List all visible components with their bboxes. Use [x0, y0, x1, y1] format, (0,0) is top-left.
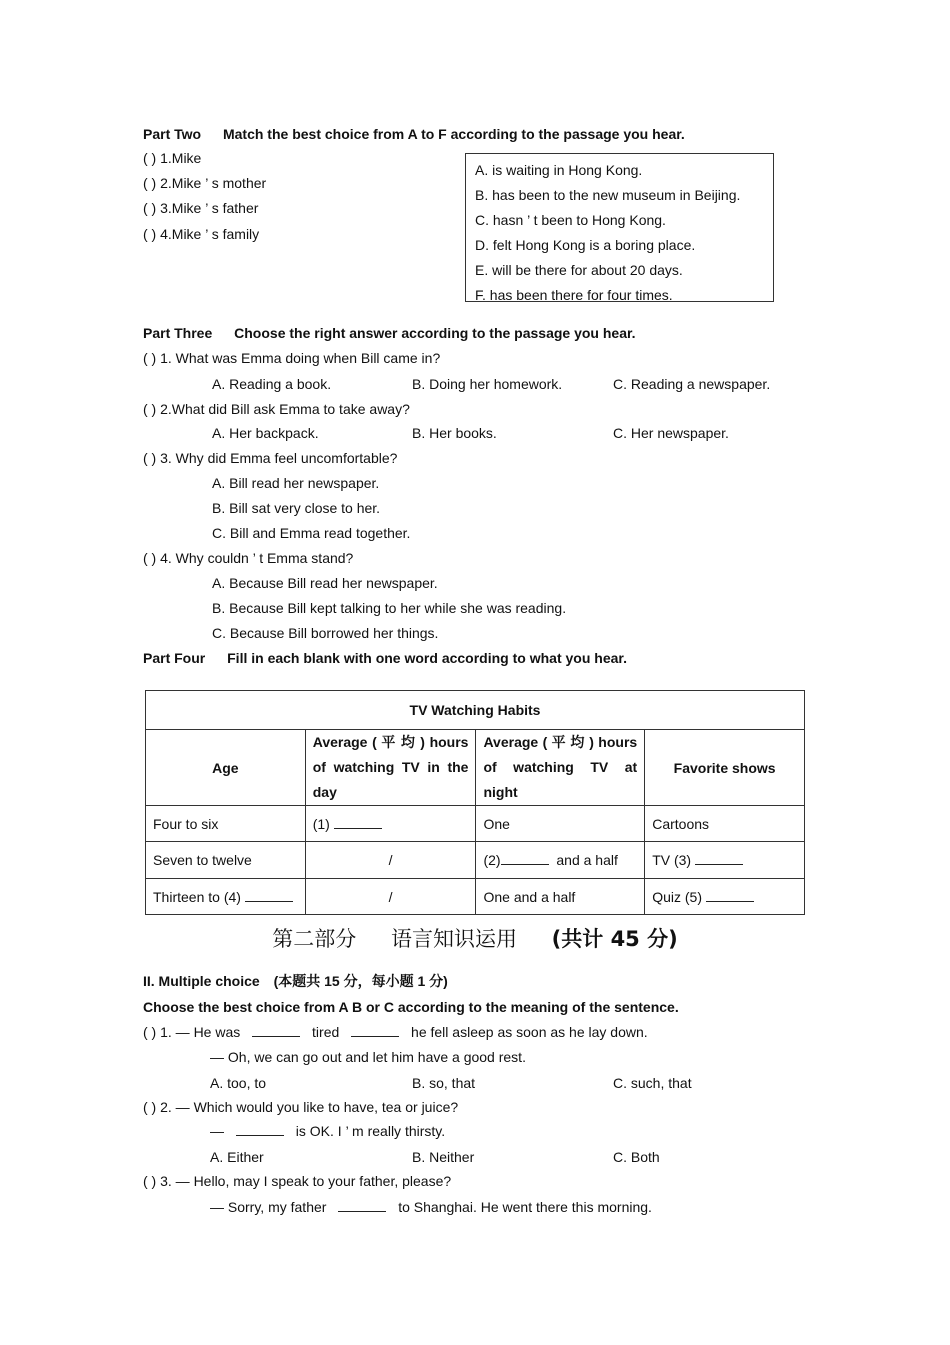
choice-c: C. hasn ’ t been to Hong Kong. — [475, 212, 666, 228]
table-row — [146, 842, 805, 879]
question-text: 3. Why did Emma feel uncomfortable? — [160, 450, 398, 466]
question-line-2: — Oh, we can go out and let him have a good rest. — [210, 1049, 526, 1065]
cell-shows — [645, 879, 805, 915]
question-line-2 — [210, 1198, 652, 1216]
section-two-title — [0, 925, 950, 953]
blank-2[interactable] — [501, 852, 549, 865]
blank-label-3: TV (3) — [652, 852, 692, 868]
question-text: 2.What did Bill ask Emma to take away? — [160, 401, 410, 417]
answer-paren[interactable]: ( ) — [143, 350, 157, 366]
question-2 — [143, 400, 410, 418]
option-c: C. Both — [613, 1149, 660, 1165]
cell-shows: Cartoons — [645, 806, 805, 842]
match-item-text: 3.Mike ’ s father — [160, 200, 259, 216]
blank-label-4: Thirteen to (4) — [153, 888, 241, 905]
blank-label-1: (1) — [312, 815, 330, 832]
option-a: A. Because Bill read her newspaper. — [212, 575, 438, 591]
question-text: — — [210, 1123, 224, 1139]
tv-habits-table — [145, 690, 805, 915]
header-age: Age — [146, 730, 306, 806]
question-3 — [143, 449, 397, 467]
blank-3[interactable] — [695, 852, 743, 865]
part-three-heading — [143, 324, 636, 342]
cell-night: One and a half — [476, 879, 645, 915]
match-choices-box — [465, 153, 774, 302]
part-two-label: Part Two — [143, 126, 202, 142]
mc-question-3 — [143, 1172, 451, 1190]
blank-4[interactable] — [245, 889, 293, 902]
question-text: 3. — Hello, may I speak to your father, please? — [160, 1173, 452, 1189]
mc-question-1 — [143, 1023, 648, 1041]
cell-day — [305, 806, 476, 842]
blank[interactable] — [338, 1199, 386, 1212]
question-line-2 — [210, 1122, 445, 1140]
question-4 — [143, 549, 353, 567]
match-item-text: 1.Mike — [160, 150, 202, 166]
question-text: is OK. I ’ m really thirsty. — [295, 1123, 446, 1139]
match-item-2 — [143, 174, 266, 192]
part-four-heading — [143, 649, 627, 667]
question-text: tired — [312, 1024, 340, 1040]
option-b: B. Neither — [412, 1149, 475, 1165]
answer-paren[interactable]: ( ) — [143, 175, 157, 191]
match-item-4 — [143, 225, 259, 243]
question-text: he fell asleep as soon as he lay down. — [411, 1024, 648, 1040]
part-two-instruction: Match the best choice from A to F according to the passage you hear. — [222, 126, 685, 142]
question-text: 4. Why couldn ’ t Emma stand? — [160, 550, 354, 566]
cell-night: One — [476, 806, 645, 842]
option-c: C. Bill and Emma read together. — [212, 525, 411, 541]
question-text: 1. What was Emma doing when Bill came in? — [160, 350, 441, 366]
choice-e: E. will be there for about 20 days. — [475, 262, 683, 278]
match-item-text: 2.Mike ’ s mother — [160, 175, 267, 191]
choice-b: B. has been to the new museum in Beijing. — [475, 187, 741, 203]
mc-question-2 — [143, 1098, 458, 1116]
option-a: A. too, to — [210, 1075, 267, 1091]
match-item-3 — [143, 199, 258, 217]
header-day-hours: Average ( 平 均 ) hours of watching TV in the day — [305, 730, 476, 806]
option-a: A. Her backpack. — [212, 425, 319, 441]
part-four-instruction: Fill in each blank with one word according to what you hear. — [227, 650, 627, 666]
option-b: B. so, that — [412, 1075, 476, 1091]
option-a: A. Either — [210, 1149, 264, 1165]
cell-shows — [645, 842, 805, 879]
answer-paren[interactable]: ( ) — [143, 226, 157, 242]
mc-heading-text: II. Multiple choice — [143, 973, 260, 989]
header-night-hours: Average ( 平 均 ) hours of watching TV at night — [476, 730, 645, 806]
answer-paren[interactable]: ( ) — [143, 1099, 157, 1115]
question-text: to Shanghai. He went there this morning. — [398, 1199, 652, 1215]
answer-paren[interactable]: ( ) — [143, 401, 157, 417]
match-item-text: 4.Mike ’ s family — [160, 226, 260, 242]
option-b: B. Doing her homework. — [412, 376, 563, 392]
option-a: A. Bill read her newspaper. — [212, 475, 380, 491]
question-1 — [143, 349, 440, 367]
choice-f: F. has been there for four times. — [475, 287, 673, 303]
cell-day: / — [305, 842, 476, 879]
question-text: — Sorry, my father — [210, 1199, 327, 1215]
mc-heading — [143, 972, 448, 990]
cell-age — [146, 879, 306, 915]
blank[interactable] — [252, 1024, 300, 1037]
option-c: C. such, that — [613, 1075, 692, 1091]
blank-1[interactable] — [334, 816, 382, 829]
part-four-label: Part Four — [143, 650, 206, 666]
mc-heading-note: (本题共 15 分，每小题 1 分) — [273, 973, 448, 989]
option-b: B. Because Bill kept talking to her while she was reading. — [212, 600, 567, 616]
answer-paren[interactable]: ( ) — [143, 450, 157, 466]
part-two-heading — [143, 125, 685, 143]
answer-paren[interactable]: ( ) — [143, 550, 157, 566]
cell-age: Seven to twelve — [146, 842, 306, 879]
option-c: C. Reading a newspaper. — [613, 376, 771, 392]
table-row — [146, 879, 805, 915]
choice-d: D. felt Hong Kong is a boring place. — [475, 237, 696, 253]
answer-paren[interactable]: ( ) — [143, 1024, 157, 1040]
cell-day: / — [305, 879, 476, 915]
part-three-instruction: Choose the right answer according to the passage you hear. — [234, 325, 636, 341]
section-two-score: (共计 45 分) — [551, 927, 678, 951]
table-title: TV Watching Habits — [146, 691, 805, 730]
blank[interactable] — [351, 1024, 399, 1037]
header-favorite-shows: Favorite shows — [645, 730, 805, 806]
blank-label-2: (2) — [483, 852, 501, 868]
blank-label-5: Quiz (5) — [652, 888, 702, 905]
match-item-1 — [143, 149, 201, 167]
choice-a: A. is waiting in Hong Kong. — [475, 162, 643, 178]
option-c: C. Because Bill borrowed her things. — [212, 625, 439, 641]
cell-age: Four to six — [146, 806, 306, 842]
answer-paren[interactable]: ( ) — [143, 200, 157, 216]
question-text: 2. — Which would you like to have, tea or juice? — [160, 1099, 459, 1115]
mc-instruction: Choose the best choice from A B or C according to the meaning of the sentence. — [143, 999, 679, 1015]
blank[interactable] — [236, 1123, 284, 1136]
question-text: 1. — He was — [160, 1024, 241, 1040]
option-b: B. Bill sat very close to her. — [212, 500, 381, 516]
table-row — [146, 806, 805, 842]
cell-night-suffix: and a half — [556, 852, 618, 868]
option-b: B. Her books. — [412, 425, 497, 441]
part-three-label: Part Three — [143, 325, 213, 341]
section-two-name: 语言知识运用 — [390, 927, 517, 951]
cell-night — [476, 842, 645, 879]
option-c: C. Her newspaper. — [613, 425, 729, 441]
blank-5[interactable] — [706, 889, 754, 902]
option-a: A. Reading a book. — [212, 376, 332, 392]
answer-paren[interactable]: ( ) — [143, 150, 157, 166]
section-two-part: 第二部分 — [272, 927, 357, 951]
answer-paren[interactable]: ( ) — [143, 1173, 157, 1189]
